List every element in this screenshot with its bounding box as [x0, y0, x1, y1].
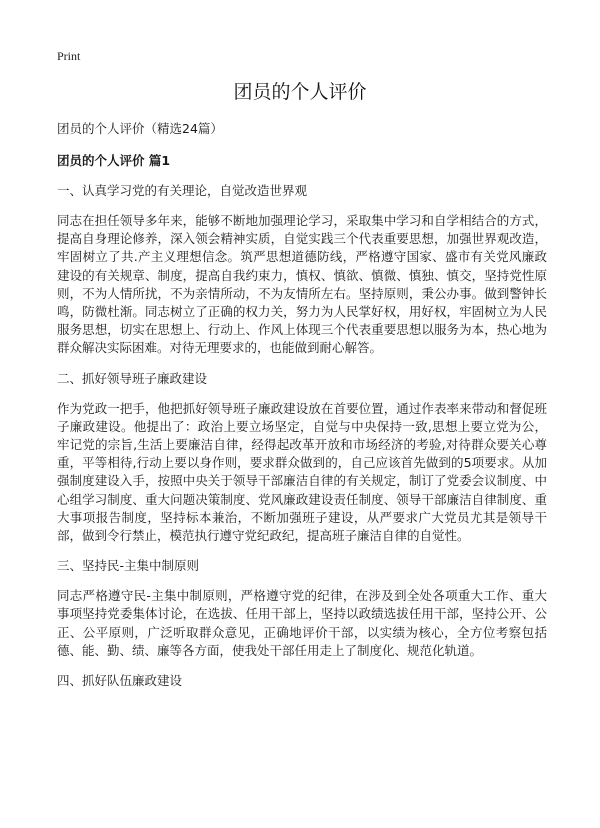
paragraph-1: 同志在担任领导多年来，能够不断地加强理论学习，采取集中学习和自学相结合的方式，提高自身理论修养，深入领会精神实质，自觉实践三个代表重要思想，加强世界观改造，牢固树立了共.产主义理想信念。筑严思想道德防线，严格遵守国家、盛市有关党风廉政建设的有关规章、制度，提高自我约束力，慎权、慎欲、慎微、慎独、慎交，坚持党性原则，不为人情所扰，不为亲情所动，不为友情所左右。坚持原则，秉公办事。做到警钟长鸣，防微杜渐。同志树立了正确的权力关，努力为人民掌好权，用好权，牢固树立为人民服务思想，切实在思想上、行动上、作风上体现三个代表重要思想以服务为本，热心地为群众解决实际困难。对待无理要求的，也能做到耐心解答。	[57, 213, 547, 356]
paragraph-2: 作为党政一把手，他把抓好领导班子廉政建设放在首要位置，通过作表率来带动和督促班子廉政建设。他提出了：政治上要立场坚定，自觉与中央保持一致,思想上要立党为公，牢记党的宗旨,生活上要廉洁自律，经得起改革开放和市场经济的考验,对待群众要关心尊重，平等相待,行动上要以身作则，要求群众做到的，自己应该首先做到的5项要求。从加强制度建设入手，按照中央关于领导干部廉洁自律的有关规定，制订了党委会议制度、中心组学习制度、重大问题决策制度、党风廉政建设责任制度、领导干部廉洁自律制度、重大事项报告制度，坚持标本兼治，不断加强班子建设，从严要求广大党员尤其是领导干部，做到令行禁止，模范执行遵守党纪政纪，提高班子廉洁自律的自觉性。	[57, 400, 547, 544]
document-title: 团员的个人评价	[233, 81, 367, 103]
heading-2: 二、抓好领导班子廉政建设	[57, 370, 208, 386]
paragraph-3: 同志严格遵守民-主集中制原则，严格遵守党的纪律，在涉及到全处各项重大工作、重大事项坚持党委集体讨论，在选拔、任用干部上，坚持以政绩选拔任用干部，坚持公开、公正、公平原则，广泛听取群众意见，正确地评价干部，以实绩为核心，全方位考察包括德、能、勤、绩、廉等各方面，使我处干部任用走上了制度化、规范化轨道。	[57, 588, 547, 658]
document-subtitle: 团员的个人评价（精选24篇）	[57, 121, 223, 136]
section-title: 团员的个人评价 篇1	[57, 153, 171, 168]
print-link[interactable]: Print	[57, 49, 81, 63]
document-body	[57, 120, 547, 702]
heading-3: 三、坚持民-主集中制原则	[57, 558, 200, 574]
heading-4: 四、抓好队伍廉政建设	[57, 673, 183, 689]
heading-1: 一、认真学习党的有关理论，自觉改造世界观	[57, 183, 308, 198]
